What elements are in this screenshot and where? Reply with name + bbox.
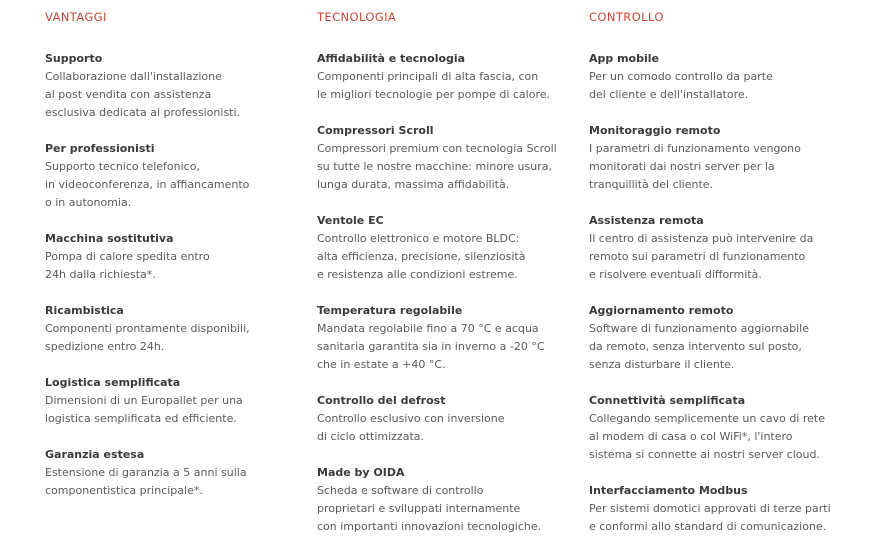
feature-description-line: o in autonomia. — [45, 196, 132, 209]
feature-description-line: del cliente e dell'installatore. — [589, 88, 749, 101]
feature-title: Logistica semplificata — [45, 376, 181, 389]
feature-description-line: logistica semplificata ed efficiente. — [45, 412, 237, 425]
feature-title: Assistenza remota — [589, 214, 704, 227]
feature-description-line: sistema si connette ai nostri server cloud. — [589, 448, 820, 461]
feature-item — [317, 212, 587, 284]
feature-description-line: e resistenza alle condizioni estreme. — [317, 268, 518, 281]
feature-item — [45, 140, 315, 212]
feature-description-line: sanitaria garantita sia in inverno a -20 °C — [317, 340, 545, 353]
feature-description-line: e conformi allo standard di comunicazione. — [589, 520, 827, 533]
feature-description-line: proprietari e sviluppati internamente — [317, 502, 521, 515]
feature-description-line: Componenti prontamente disponibili, — [45, 322, 250, 335]
feature-description-line: senza disturbare il cliente. — [589, 358, 735, 371]
feature-description-line: Scheda e software di controllo — [317, 484, 484, 497]
feature-title: Controllo del defrost — [317, 394, 446, 407]
feature-description-line: Componenti principali di alta fascia, con — [317, 70, 539, 83]
feature-item — [45, 50, 315, 122]
feature-description-line: Software di funzionamento aggiornabile — [589, 322, 809, 335]
feature-description-line: Dimensioni di un Europallet per una — [45, 394, 243, 407]
feature-description-line: remoto sui parametri di funzionamento — [589, 250, 806, 263]
feature-description-line: su tutte le nostre macchine: minore usura, — [317, 160, 552, 173]
feature-description-line: con importanti innovazioni tecnologiche. — [317, 520, 542, 533]
feature-description-line: Supporto tecnico telefonico, — [45, 160, 200, 173]
feature-description-line: da remoto, senza intervento sul posto, — [589, 340, 802, 353]
feature-description-line: Collegando semplicemente un cavo di rete — [589, 412, 825, 425]
feature-item — [317, 302, 587, 374]
feature-title: Macchina sostitutiva — [45, 232, 174, 245]
feature-item — [589, 50, 859, 104]
feature-description-line: monitorati dai nostri server per la — [589, 160, 775, 173]
feature-item — [317, 122, 587, 194]
feature-title: Garanzia estesa — [45, 448, 145, 461]
feature-title: Interfacciamento Modbus — [589, 484, 748, 497]
feature-description-line: al modem di casa o col WiFi*, l'intero — [589, 430, 793, 443]
feature-title: Compressori Scroll — [317, 124, 434, 137]
feature-description-line: Compressori premium con tecnologia Scroll — [317, 142, 557, 155]
feature-title: Ventole EC — [317, 214, 384, 227]
feature-description-line: Pompa di calore spedita entro — [45, 250, 210, 263]
feature-column — [317, 10, 587, 554]
feature-description-line: e risolvere eventuali difformità. — [589, 268, 762, 281]
feature-description-line: al post vendita con assistenza — [45, 88, 212, 101]
feature-item — [589, 482, 859, 536]
feature-description-line: di ciclo ottimizzata. — [317, 430, 424, 443]
feature-description-line: 24h dalla richiesta*. — [45, 268, 156, 281]
feature-description-line: Per sistemi domotici approvati di terze parti — [589, 502, 831, 515]
feature-description-line: Controllo elettronico e motore BLDC: — [317, 232, 520, 245]
column-heading: CONTROLLO — [589, 10, 664, 24]
feature-item — [45, 446, 315, 500]
feature-description-line: tranquillità del cliente. — [589, 178, 714, 191]
feature-title: Affidabilità e tecnologia — [317, 52, 466, 65]
feature-title: Per professionisti — [45, 142, 155, 155]
feature-description-line: spedizione entro 24h. — [45, 340, 165, 353]
feature-description-line: alta efficienza, precisione, silenziosità — [317, 250, 526, 263]
feature-description-line: che in estate a +40 °C. — [317, 358, 446, 371]
feature-item — [589, 122, 859, 194]
feature-item — [317, 464, 587, 536]
feature-item — [45, 302, 315, 356]
feature-title: Supporto — [45, 52, 103, 65]
feature-description-line: Controllo esclusivo con inversione — [317, 412, 505, 425]
feature-description-line: Collaborazione dall'installazione — [45, 70, 222, 83]
feature-description-line: Per un comodo controllo da parte — [589, 70, 773, 83]
feature-item — [589, 392, 859, 464]
feature-title: Temperatura regolabile — [317, 304, 463, 317]
feature-description-line: in videoconferenza, in affiancamento — [45, 178, 250, 191]
feature-description-line: le migliori tecnologie per pompe di calore. — [317, 88, 551, 101]
feature-description-line: componentistica principale*. — [45, 484, 203, 497]
feature-description-line: lunga durata, massima affidabilità. — [317, 178, 510, 191]
feature-column — [45, 10, 315, 518]
feature-description-line: Mandata regolabile fino a 70 °C e acqua — [317, 322, 539, 335]
feature-item — [317, 392, 587, 446]
feature-description-line: esclusiva dedicata ai professionisti. — [45, 106, 241, 119]
feature-title: Connettività semplificata — [589, 394, 746, 407]
feature-item — [45, 230, 315, 284]
feature-title: Aggiornamento remoto — [589, 304, 734, 317]
feature-column — [589, 10, 859, 554]
feature-title: Monitoraggio remoto — [589, 124, 721, 137]
column-heading: VANTAGGI — [45, 10, 107, 24]
feature-description-line: Il centro di assistenza può intervenire da — [589, 232, 814, 245]
feature-description-line: I parametri di funzionamento vengono — [589, 142, 801, 155]
feature-title: App mobile — [589, 52, 659, 65]
feature-item — [589, 302, 859, 374]
feature-item — [589, 212, 859, 284]
feature-item — [317, 50, 587, 104]
feature-item — [45, 374, 315, 428]
feature-description-line: Estensione di garanzia a 5 anni sulla — [45, 466, 247, 479]
column-heading: TECNOLOGIA — [317, 10, 397, 24]
feature-title: Made by OIDA — [317, 466, 405, 479]
feature-title: Ricambistica — [45, 304, 124, 317]
